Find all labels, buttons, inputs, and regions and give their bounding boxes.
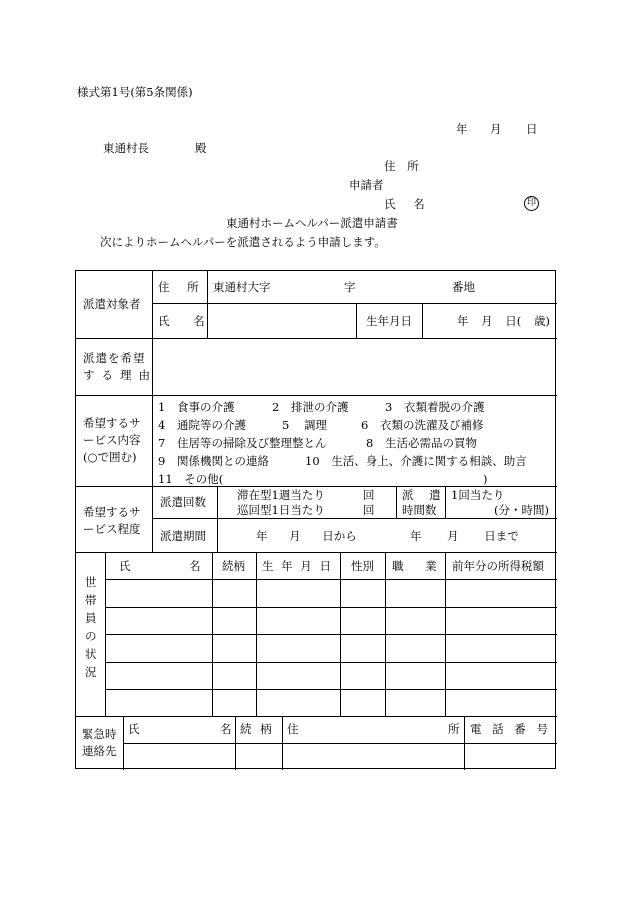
reason-field[interactable]	[153, 339, 556, 394]
household-header-name-b: 名	[189, 559, 201, 573]
service-item[interactable]: 10 生活、身上、介護に関する相談、助言	[305, 454, 527, 468]
application-table	[75, 270, 556, 769]
household-header-sex: 性別	[351, 559, 374, 573]
emergency-name-a: 氏	[128, 722, 140, 736]
emergency-contact-row[interactable]	[124, 744, 556, 769]
services-label-line3: (○で囲む)	[83, 450, 137, 464]
applicant-name-label: 氏 名	[384, 197, 425, 211]
period-from: 年 月 日から	[256, 529, 357, 543]
hours-per-visit: 1回当たり	[451, 488, 505, 502]
patrol-type-label: 巡回型1日当たり	[237, 503, 325, 517]
service-item[interactable]: 2 排泄の介護	[272, 400, 349, 414]
target-birth-value: 年 月 日( 歳)	[457, 314, 550, 328]
household-label-char: 世	[85, 575, 97, 589]
household-row[interactable]	[106, 663, 556, 688]
service-other-close: )	[483, 472, 488, 486]
date-month: 月	[490, 122, 502, 136]
service-item[interactable]: 7 住居等の掃除及び整理整とん	[158, 436, 327, 450]
household-row[interactable]	[106, 635, 556, 661]
household-row[interactable]	[106, 690, 556, 715]
seal-mark: 印	[524, 196, 539, 211]
service-item[interactable]: 1 食事の介護	[158, 400, 235, 414]
emergency-label-line2: 連絡先	[82, 744, 117, 758]
stay-type-unit: 回	[363, 488, 375, 502]
household-label-char: 帯	[85, 593, 97, 607]
degree-label-line1: 希望するサ	[83, 505, 141, 519]
emergency-address-a: 住	[287, 722, 299, 736]
frequency-label: 派遣回数	[160, 495, 206, 509]
applicant-address-label: 住 所	[384, 159, 419, 173]
honorific: 殿	[195, 141, 207, 155]
service-item[interactable]: 11 その他(	[158, 472, 224, 486]
services-label-line2: ービス内容	[83, 433, 141, 447]
emergency-address-b: 所	[448, 722, 460, 736]
emergency-name-b: 名	[220, 722, 232, 736]
target-address-label: 住 所	[158, 280, 199, 294]
service-item[interactable]: 3 衣類着脱の介護	[385, 400, 485, 414]
services-label-line1: 希望するサ	[83, 416, 141, 430]
target-birth-label: 生年月日	[366, 314, 412, 328]
service-item[interactable]: 4 通院等の介護	[158, 418, 246, 432]
reason-label-line1: 派遣を希望	[83, 351, 146, 365]
patrol-type-unit: 回	[363, 503, 375, 517]
target-name-field[interactable]	[208, 304, 355, 337]
service-item[interactable]: 8 生活必需品の買物	[366, 436, 477, 450]
service-item[interactable]: 5 調理	[282, 418, 327, 432]
hours-label-line2: 時間数	[402, 503, 437, 517]
period-to: 年 月 日まで	[410, 529, 519, 543]
date-day: 日	[526, 122, 538, 136]
addressee: 東通村長	[103, 141, 149, 155]
service-item[interactable]: 6 衣類の洗濯及び補修	[361, 418, 484, 432]
target-name-label: 氏 名	[158, 314, 205, 328]
household-header-job: 職 業	[392, 559, 437, 573]
form-title: 東通村ホームヘルパー派遣申請書	[226, 216, 398, 230]
degree-label-line2: ービス程度	[83, 522, 141, 536]
service-item[interactable]: 9 関係機関との連絡	[158, 454, 269, 468]
emergency-relation: 続 柄	[240, 722, 272, 736]
period-label: 派遣期間	[160, 529, 206, 543]
household-header-relation: 続柄	[222, 559, 245, 573]
target-address-prefix: 東通村大字	[213, 280, 271, 294]
date-year: 年	[456, 122, 468, 136]
applicant-label: 申請者	[349, 178, 384, 192]
household-row[interactable]	[106, 608, 556, 633]
hours-label-line1: 派 遣	[402, 488, 441, 502]
household-label-char: 員	[85, 611, 97, 625]
emergency-phone: 電 話 番 号	[470, 722, 548, 736]
household-header-name-a: 氏	[119, 559, 131, 573]
target-aza: 字	[344, 280, 356, 294]
intro-text: 次によりホームヘルパーを派遣されるよう申請します。	[100, 235, 386, 249]
target-section-label: 派遣対象者	[83, 297, 141, 311]
household-label-char: 状	[85, 647, 97, 661]
form-number: 様式第1号(第5条関係)	[77, 85, 193, 99]
household-label-char: 況	[85, 665, 97, 679]
household-label-char: の	[85, 629, 97, 643]
stay-type-label: 滞在型1週当たり	[237, 488, 325, 502]
emergency-label-line1: 緊急時	[82, 727, 117, 741]
household-header-income: 前年分の所得税額	[452, 559, 544, 573]
reason-label-line2: する理由	[83, 368, 157, 382]
household-header-birth: 生 年 月 日	[262, 559, 331, 573]
hours-unit: (分・時間)	[494, 503, 549, 517]
target-banchi: 番地	[452, 280, 475, 294]
household-row[interactable]	[106, 580, 556, 606]
